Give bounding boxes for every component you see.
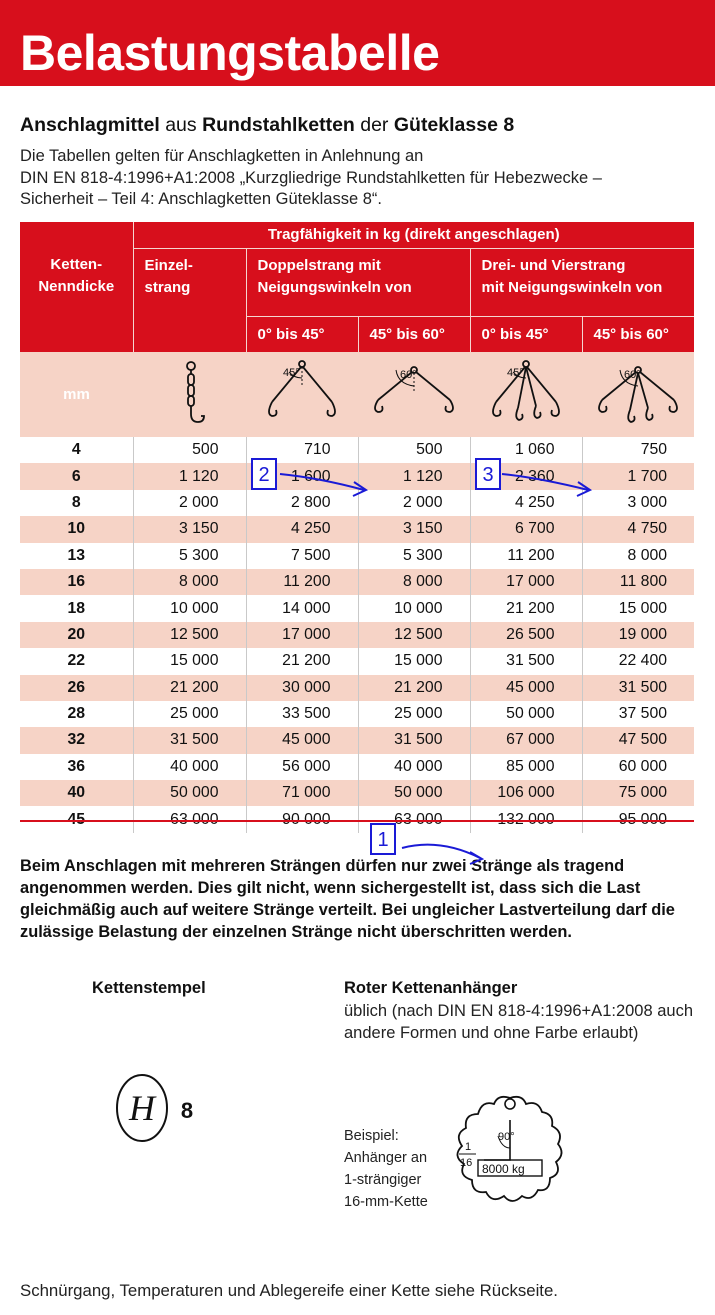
load-value-cell: 31 500	[133, 727, 246, 753]
load-value-cell: 50 000	[133, 780, 246, 806]
table-row	[20, 543, 694, 569]
load-value-cell: 12 500	[133, 622, 246, 648]
load-value-cell: 21 200	[246, 648, 358, 674]
load-value-cell: 45 000	[246, 727, 358, 753]
load-value-cell: 4 750	[582, 516, 694, 542]
load-value-cell: 4 250	[246, 516, 358, 542]
example-line: Anhänger an	[344, 1150, 428, 1166]
chain-tag-icon	[450, 1092, 570, 1212]
chain-size-cell: 32	[20, 727, 133, 753]
load-value-cell: 14 000	[246, 595, 358, 621]
load-value-cell: 56 000	[246, 754, 358, 780]
load-value-cell: 710	[246, 437, 358, 463]
header-double-strand	[246, 248, 470, 316]
stamp-title: Kettenstempel	[92, 979, 206, 997]
chain-size-cell: 28	[20, 701, 133, 727]
load-value-cell: 2 000	[133, 490, 246, 516]
angle-label: 45° bis 60°	[582, 316, 694, 352]
header-label: Drei- und Vierstrang	[481, 256, 626, 274]
load-value-cell: 1 120	[133, 463, 246, 489]
multi-strand-45-icon	[470, 352, 582, 432]
double-strand-45-icon	[246, 352, 358, 432]
angle-label: 0° bis 45°	[470, 316, 582, 352]
load-value-cell: 10 000	[133, 595, 246, 621]
header-label: strang	[144, 278, 191, 296]
load-value-cell: 21 200	[133, 675, 246, 701]
load-value-cell: 106 000	[470, 780, 582, 806]
load-value-cell: 45 000	[470, 675, 582, 701]
angle-label: 45° bis 60°	[358, 316, 470, 352]
table-row	[20, 675, 694, 701]
table-caption: Tragfähigkeit in kg (direkt angeschlagen)	[133, 222, 694, 248]
stamp-letter: H	[129, 1088, 155, 1128]
subtitle-part: der	[354, 114, 394, 136]
chain-size-cell: 8	[20, 490, 133, 516]
table-row	[20, 648, 694, 674]
load-value-cell: 85 000	[470, 754, 582, 780]
chain-size-cell: 40	[20, 780, 133, 806]
load-value-cell: 5 300	[358, 543, 470, 569]
load-value-cell: 31 500	[358, 727, 470, 753]
chain-stamp-icon	[112, 1068, 212, 1148]
angle-mark: 60°	[624, 369, 641, 381]
footer-note: Schnürgang, Temperaturen und Ablegereife einer Kette siehe Rückseite.	[20, 1281, 558, 1300]
load-value-cell: 7 500	[246, 543, 358, 569]
load-value-cell: 6 700	[470, 516, 582, 542]
tag-fraction-top: 1	[465, 1141, 472, 1153]
unit-label: mm	[20, 352, 133, 437]
header-label: Doppelstrang mit	[257, 256, 381, 274]
double-strand-45-pictogram	[246, 352, 358, 437]
load-value-cell: 15 000	[133, 648, 246, 674]
chain-size-cell: 18	[20, 595, 133, 621]
load-value-cell: 10 000	[358, 595, 470, 621]
load-value-cell: 2 000	[358, 490, 470, 516]
tag-title: Roter Kettenanhänger	[344, 979, 518, 997]
load-value-cell: 17 000	[470, 569, 582, 595]
section-subtitle	[20, 114, 514, 137]
angle-mark: 45°	[507, 367, 524, 379]
subtitle-part: Anschlagmittel	[20, 114, 160, 136]
load-value-cell: 11 200	[470, 543, 582, 569]
chain-size-cell: 20	[20, 622, 133, 648]
header-label: Einzel-	[144, 256, 193, 274]
table-body	[20, 437, 694, 833]
tag-angle: 90°	[498, 1131, 515, 1143]
annotation-marker: 2	[251, 458, 277, 490]
load-value-cell: 67 000	[470, 727, 582, 753]
load-value-cell: 500	[133, 437, 246, 463]
chain-size-cell: 4	[20, 437, 133, 463]
load-value-cell: 11 800	[582, 569, 694, 595]
hook-chain-icon	[134, 352, 246, 432]
load-value-cell: 25 000	[133, 701, 246, 727]
load-value-cell: 75 000	[582, 780, 694, 806]
table-row	[20, 490, 694, 516]
load-note: Beim Anschlagen mit mehreren Strängen dürfen nur zwei Stränge als tragend angenommen werden. Dies gilt nicht, wenn sichergestellt ist, dass sich die Last gleichmäßig auch auf weitere Stränge verteilt. Bei ungleicher Lastverteilung darf die zulässige Belastung der einzelnen Stränge nicht überschritten werden.	[20, 857, 675, 941]
load-value-cell: 31 500	[582, 675, 694, 701]
angle-mark: 45°	[283, 367, 300, 379]
load-value-cell: 40 000	[133, 754, 246, 780]
annotation-marker: 3	[475, 458, 501, 490]
example-line: 1-strängiger	[344, 1172, 422, 1188]
load-value-cell: 33 500	[246, 701, 358, 727]
load-value-cell: 3 150	[133, 516, 246, 542]
intro-line: Sicherheit – Teil 4: Anschlagketten Güteklasse 8“.	[20, 190, 382, 208]
header-label: Neigungswinkeln von	[257, 278, 412, 296]
example-line: 16-mm-Kette	[344, 1194, 428, 1210]
load-value-cell: 8 000	[358, 569, 470, 595]
stamp-grade: 8	[180, 1098, 194, 1123]
load-value-cell: 12 500	[358, 622, 470, 648]
intro-line: DIN EN 818-4:1996+A1:2008 „Kurzgliedrige Rundstahlketten für Hebezwecke –	[20, 168, 602, 187]
load-value-cell: 31 500	[470, 648, 582, 674]
load-table	[20, 222, 694, 833]
load-value-cell: 1 700	[582, 463, 694, 489]
chain-size-cell: 26	[20, 675, 133, 701]
angle-mark: 60°	[400, 369, 417, 381]
table-row	[20, 780, 694, 806]
load-value-cell: 4 250	[470, 490, 582, 516]
table-header	[20, 222, 694, 437]
load-value-cell: 26 500	[470, 622, 582, 648]
header-label: Ketten-	[50, 256, 103, 273]
load-value-cell: 25 000	[358, 701, 470, 727]
subtitle-part: Güteklasse 8	[393, 114, 515, 136]
table-row	[20, 595, 694, 621]
table-row	[20, 516, 694, 542]
intro-line: Die Tabellen gelten für Anschlagketten in Anlehnung an	[20, 147, 424, 165]
tag-fraction-bottom: 16	[460, 1157, 473, 1169]
load-value-cell: 2 800	[246, 490, 358, 516]
load-value-cell: 50 000	[358, 780, 470, 806]
load-value-cell: 3 000	[582, 490, 694, 516]
load-value-cell: 21 200	[358, 675, 470, 701]
multi-strand-60-icon	[582, 352, 694, 432]
load-value-cell: 17 000	[246, 622, 358, 648]
page-title: Belastungstabelle	[20, 25, 440, 81]
table-row	[20, 622, 694, 648]
load-value-cell: 500	[358, 437, 470, 463]
load-value-cell: 3 150	[358, 516, 470, 542]
header-multi-strand	[470, 248, 694, 316]
chain-size-cell: 22	[20, 648, 133, 674]
multi-strand-60-pictogram	[582, 352, 694, 437]
load-value-cell: 1 600	[246, 463, 358, 489]
table-bottom-rule	[20, 820, 694, 822]
chain-size-cell: 10	[20, 516, 133, 542]
load-value-cell: 19 000	[582, 622, 694, 648]
chain-size-cell: 6	[20, 463, 133, 489]
header-single-strand	[133, 248, 246, 352]
header-label: Nenndicke	[38, 278, 115, 295]
load-value-cell: 750	[582, 437, 694, 463]
intro-text	[20, 146, 710, 211]
annotation-marker: 1	[370, 823, 396, 855]
table-row	[20, 701, 694, 727]
load-value-cell: 50 000	[470, 701, 582, 727]
load-value-cell: 21 200	[470, 595, 582, 621]
tag-description: üblich (nach DIN EN 818-4:1996+A1:2008 auch andere Formen und ohne Farbe erlaubt)	[344, 1002, 694, 1042]
load-value-cell: 60 000	[582, 754, 694, 780]
load-value-cell: 2 360	[470, 463, 582, 489]
table-row	[20, 754, 694, 780]
load-value-cell: 1 120	[358, 463, 470, 489]
example-line: Beispiel:	[344, 1128, 399, 1144]
chain-size-cell: 16	[20, 569, 133, 595]
subtitle-part: Rundstahlketten	[202, 114, 355, 136]
double-strand-60-icon	[358, 352, 470, 432]
load-value-cell: 40 000	[358, 754, 470, 780]
load-value-cell: 30 000	[246, 675, 358, 701]
load-value-cell: 15 000	[358, 648, 470, 674]
load-value-cell: 37 500	[582, 701, 694, 727]
load-value-cell: 8 000	[133, 569, 246, 595]
load-value-cell: 8 000	[582, 543, 694, 569]
table-row	[20, 463, 694, 489]
load-value-cell: 1 060	[470, 437, 582, 463]
header-label: mit Neigungswinkeln von	[481, 278, 663, 296]
tag-load: 8000 kg	[482, 1162, 525, 1176]
tag-example	[344, 1125, 454, 1213]
load-value-cell: 11 200	[246, 569, 358, 595]
chain-size-cell: 13	[20, 543, 133, 569]
table-row	[20, 437, 694, 463]
single-strand-pictogram	[133, 352, 246, 437]
header-chain-size	[20, 222, 133, 352]
table-row	[20, 727, 694, 753]
load-value-cell: 5 300	[133, 543, 246, 569]
double-strand-60-pictogram	[358, 352, 470, 437]
load-value-cell: 15 000	[582, 595, 694, 621]
multi-strand-45-pictogram	[470, 352, 582, 437]
chain-size-cell: 36	[20, 754, 133, 780]
load-value-cell: 71 000	[246, 780, 358, 806]
subtitle-part: aus	[159, 114, 203, 136]
table-row	[20, 569, 694, 595]
load-value-cell: 47 500	[582, 727, 694, 753]
load-value-cell: 22 400	[582, 648, 694, 674]
angle-label: 0° bis 45°	[246, 316, 358, 352]
